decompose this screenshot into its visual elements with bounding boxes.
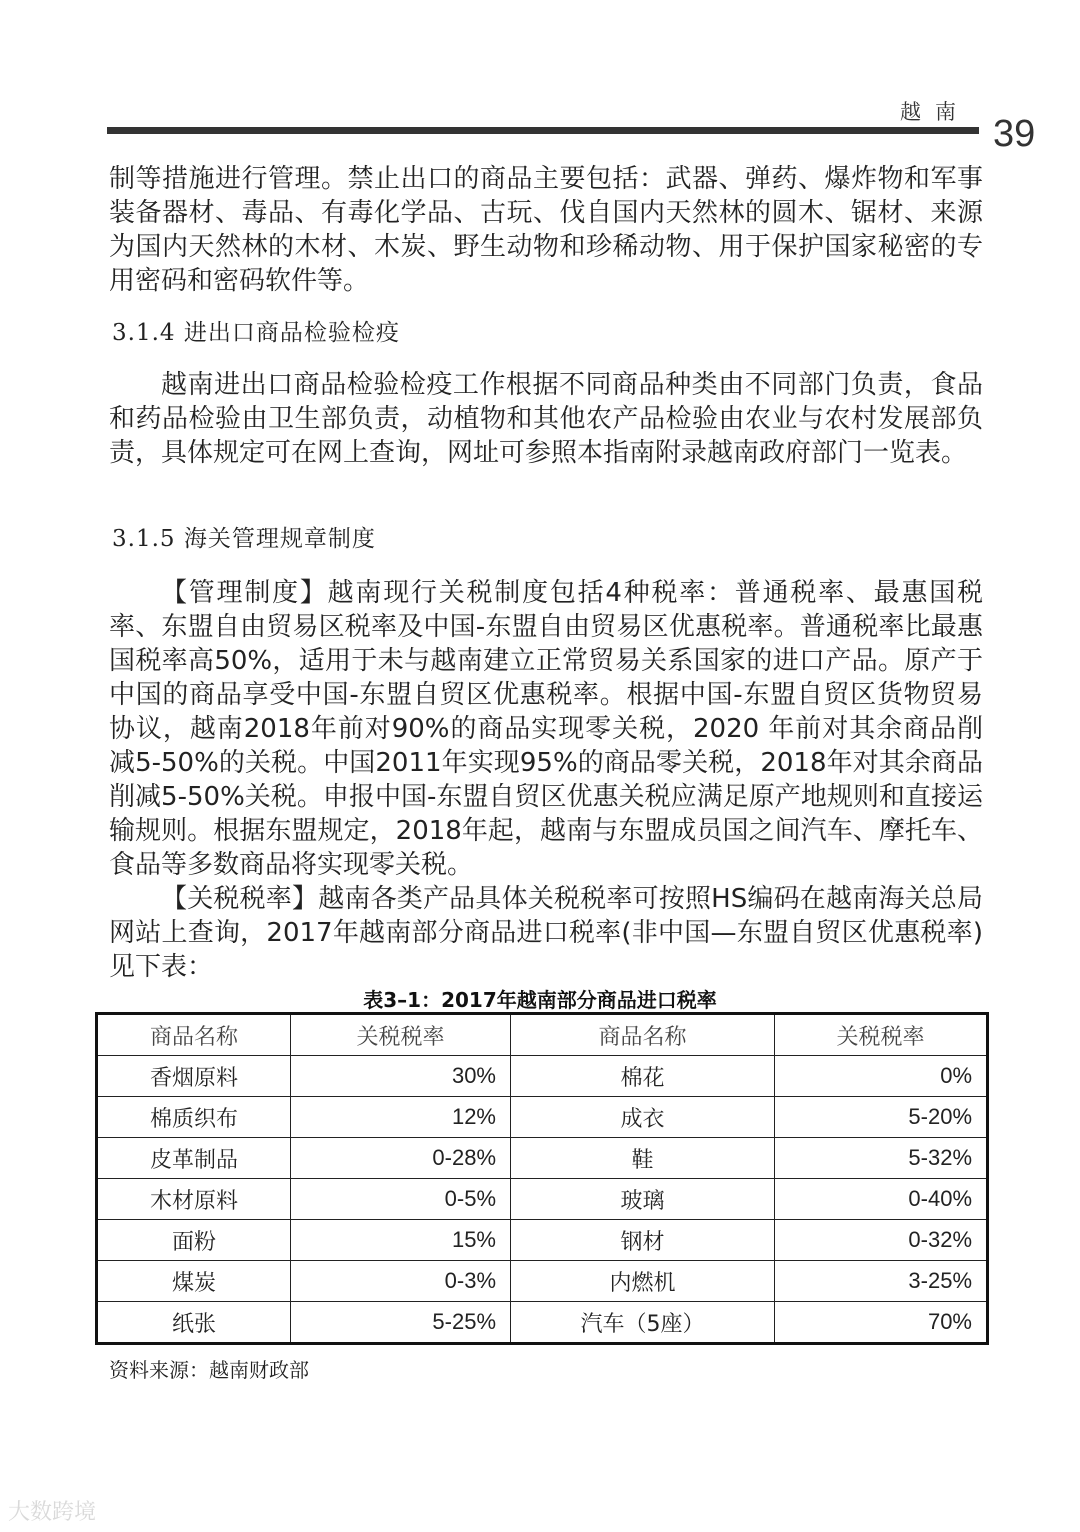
tariff-rate-cell: 30% [291,1056,511,1097]
tariff-rate-cell: 5-32% [775,1138,988,1179]
tariff-rate-cell: 12% [291,1097,511,1138]
tariff-rate-cell: 0-40% [775,1179,988,1220]
tariff-table [95,1012,989,1345]
tariff-rate-cell: 70% [775,1302,988,1344]
tariff-rate-cell: 0-28% [291,1138,511,1179]
paragraph-tariff-rates: 【关税税率】越南各类产品具体关税税率可按照HS编码在越南海关总局网站上查询，2017年越南部分商品进口税率(非中国—东盟自贸区优惠税率)见下表： [109,884,983,982]
tariff-rate-cell: 15% [291,1220,511,1261]
column-header: 关税税率 [291,1014,511,1056]
product-name-cell: 香烟原料 [97,1056,291,1097]
column-header: 商品名称 [511,1014,775,1056]
tariff-rate-cell: 3-25% [775,1261,988,1302]
product-name-cell: 皮革制品 [97,1138,291,1179]
table-source-note: 资料来源：越南财政部 [109,1358,309,1382]
product-name-cell: 煤炭 [97,1261,291,1302]
table-row [97,1138,988,1179]
paragraph-inspection: 越南进出口商品检验检疫工作根据不同商品种类由不同部门负责，食品和药品检验由卫生部负责，动植物和其他农产品检验由农业与农村发展部负责，具体规定可在网上查询，网址可参照本指南附录越南政府部门一览表。 [109,370,983,468]
watermark: 大数跨境 [8,1500,97,1525]
product-name-cell: 棉质织布 [97,1097,291,1138]
column-header: 关税税率 [775,1014,988,1056]
table-row [97,1056,988,1097]
table-row [97,1261,988,1302]
paragraph-management-system: 【管理制度】越南现行关税制度包括4种税率：普通税率、最惠国税率、东盟自由贸易区税率及中国-东盟自由贸易区优惠税率。普通税率比最惠国税率高50%，适用于未与越南建立正常贸易关系国家的进口产品。原产于中国的商品享受中国-东盟自贸区优惠税率。根据中国-东盟自贸区货物贸易协议，越南2018年前对90%的商品实现零关税，2020 年前对其余商品削减5-50%的关税。中国2011年实现95%的商品零关税，2018年对其余商品削减5-50%关税。申报中国-东盟自贸区优惠关税应满足原产地规则和直接运输规则。根据东盟规定，2018年起，越南与东盟成员国之间汽车、摩托车、食品等多数商品将实现零关税。 [109,578,983,880]
product-name-cell: 内燃机 [511,1261,775,1302]
section-heading-3-1-4: 3.1.4 进出口商品检验检疫 [112,320,400,346]
tariff-rate-cell: 0% [775,1056,988,1097]
product-name-cell: 棉花 [511,1056,775,1097]
product-name-cell: 鞋 [511,1138,775,1179]
running-header-country: 越南 [900,100,970,124]
column-header: 商品名称 [97,1014,291,1056]
page-number: 39 [993,113,1036,155]
table-row [97,1302,988,1344]
tariff-rate-cell: 5-20% [775,1097,988,1138]
tariff-rate-cell: 0-32% [775,1220,988,1261]
table-caption: 表3–1：2017年越南部分商品进口税率 [363,988,717,1012]
tariff-rate-cell: 0-3% [291,1261,511,1302]
product-name-cell: 汽车（5座） [511,1302,775,1344]
table-row [97,1097,988,1138]
product-name-cell: 面粉 [97,1220,291,1261]
product-name-cell: 纸张 [97,1302,291,1344]
header-rule [107,127,979,134]
tariff-rate-cell: 0-5% [291,1179,511,1220]
table-row [97,1220,988,1261]
product-name-cell: 成衣 [511,1097,775,1138]
product-name-cell: 玻璃 [511,1179,775,1220]
table-header-row [97,1014,988,1056]
section-heading-3-1-5: 3.1.5 海关管理规章制度 [112,526,376,552]
product-name-cell: 钢材 [511,1220,775,1261]
table-row [97,1179,988,1220]
tariff-rate-cell: 5-25% [291,1302,511,1344]
product-name-cell: 木材原料 [97,1179,291,1220]
paragraph-export-ban: 制等措施进行管理。禁止出口的商品主要包括：武器、弹药、爆炸物和军事装备器材、毒品、有毒化学品、古玩、伐自国内天然林的圆木、锯材、来源为国内天然林的木材、木炭、野生动物和珍稀动物、用于保护国家秘密的专用密码和密码软件等。 [109,164,983,296]
